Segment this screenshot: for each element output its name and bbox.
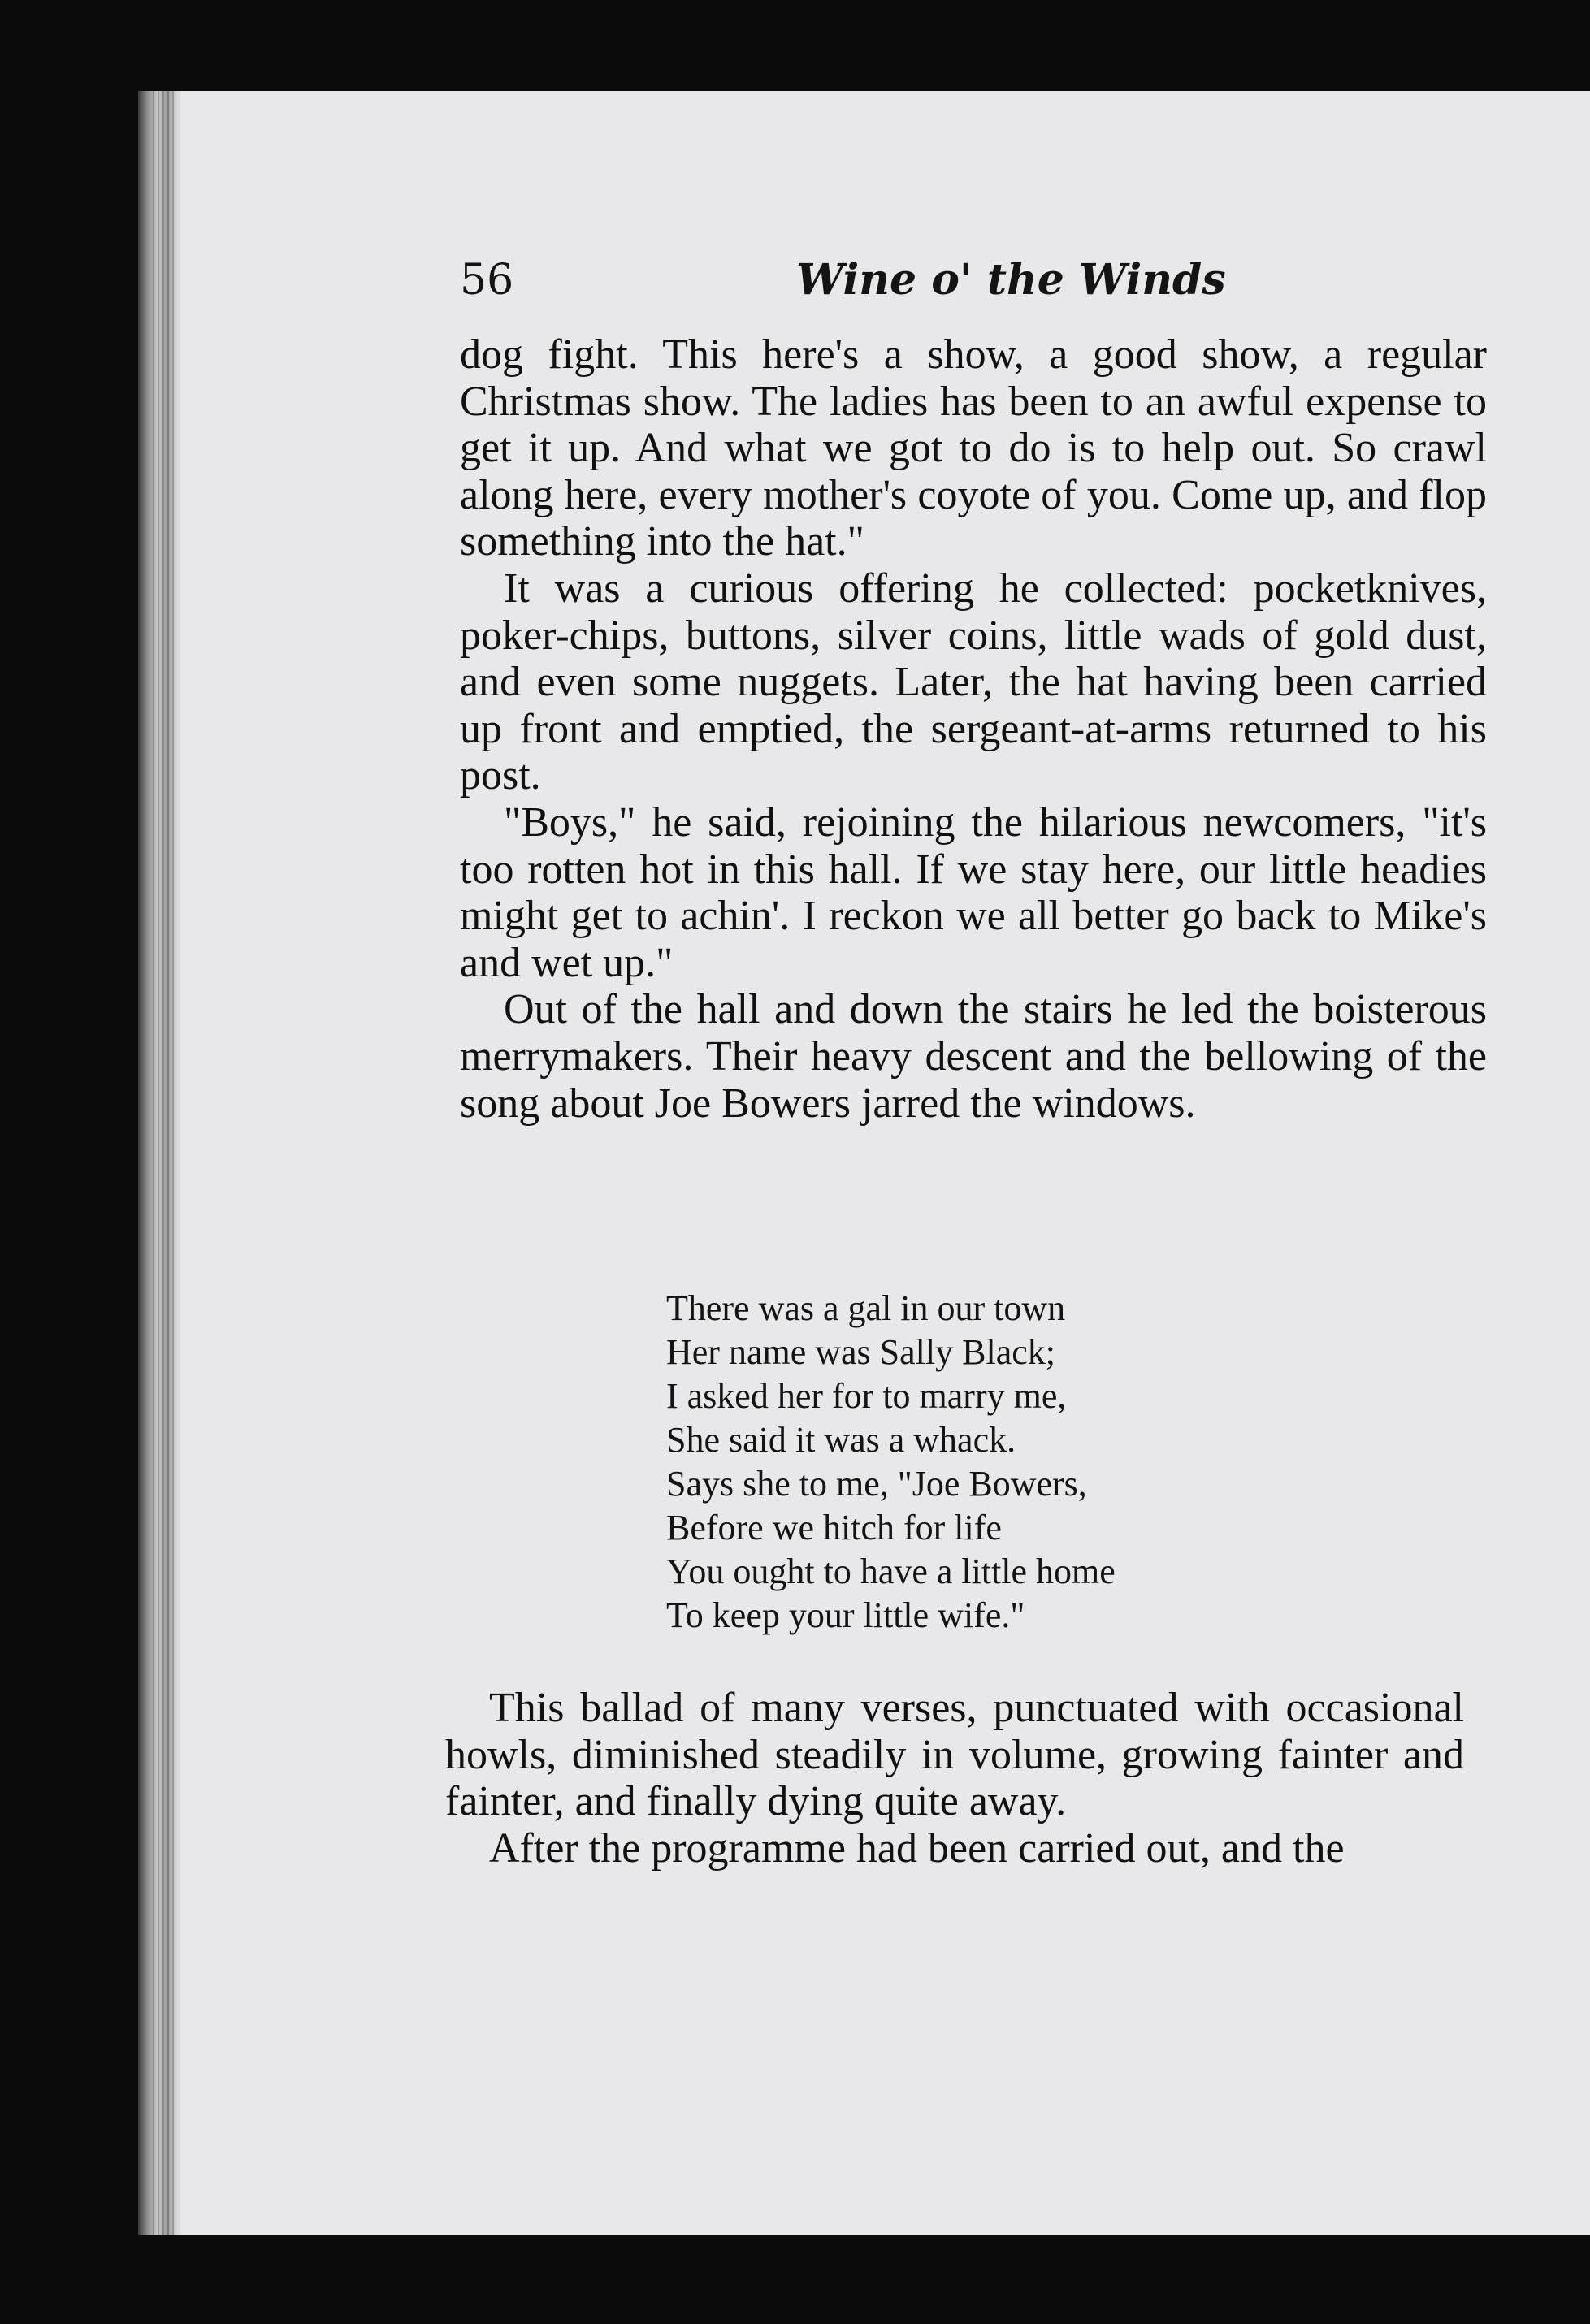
running-head [460, 252, 1484, 309]
book-spine-edge [153, 91, 177, 2235]
paragraph: This ballad of many verses, punctuated with occasional howls, diminished steadily in volume, growing fainter and fainter, and finally dying quite away. [445, 1685, 1464, 1825]
verse-line: To keep your little wife." [666, 1595, 1025, 1635]
verse-line: She said it was a whack. [666, 1420, 1016, 1460]
verse-line: You ought to have a little home [666, 1551, 1116, 1591]
verse-line: There was a gal in our town [666, 1288, 1066, 1328]
paragraph: Out of the hall and down the stairs he led the boisterous merrymakers. Their heavy descent and the bellowing of the song about Joe Bowers jarred the windows. [460, 986, 1487, 1127]
scan-background [180, 2235, 1590, 2324]
paragraph: "Boys," he said, rejoining the hilarious newcomers, "it's too rotten hot in this hall. If we stay here, our little headies might get to achin'. I reckon we all better go back to Mike's and wet up." [460, 798, 1487, 986]
body-text-top [460, 331, 1487, 1127]
verse-line: Her name was Sally Black; [666, 1332, 1055, 1372]
book-title: Wine o' the Winds [796, 255, 1226, 305]
verse-line: Says she to me, "Joe Bowers, [666, 1464, 1087, 1504]
paragraph: dog fight. This here's a show, a good show, a regular Christmas show. The ladies has been to an awful expense to get it up. And what we got to do is to help out. So crawl along here, every mother's coyote of you. Come up, and flop something into the hat." [460, 331, 1487, 565]
page-mark [727, 2214, 760, 2230]
body-text-bottom [445, 1685, 1464, 1872]
verse-line: I asked her for to marry me, [666, 1376, 1067, 1416]
paragraph: After the programme had been carried out, and the [489, 1824, 1345, 1872]
paragraph: It was a curious offering he collected: pocketknives, poker-chips, buttons, silver coins, little wads of gold dust, and even some nuggets. Later, the hat having been carried up front and emptied, the sergeant-at-arms returned to his post. [460, 565, 1487, 799]
page-number: 56 [460, 256, 514, 305]
song-verse [666, 1287, 1284, 1638]
verse-line: Before we hitch for life [666, 1508, 1002, 1547]
